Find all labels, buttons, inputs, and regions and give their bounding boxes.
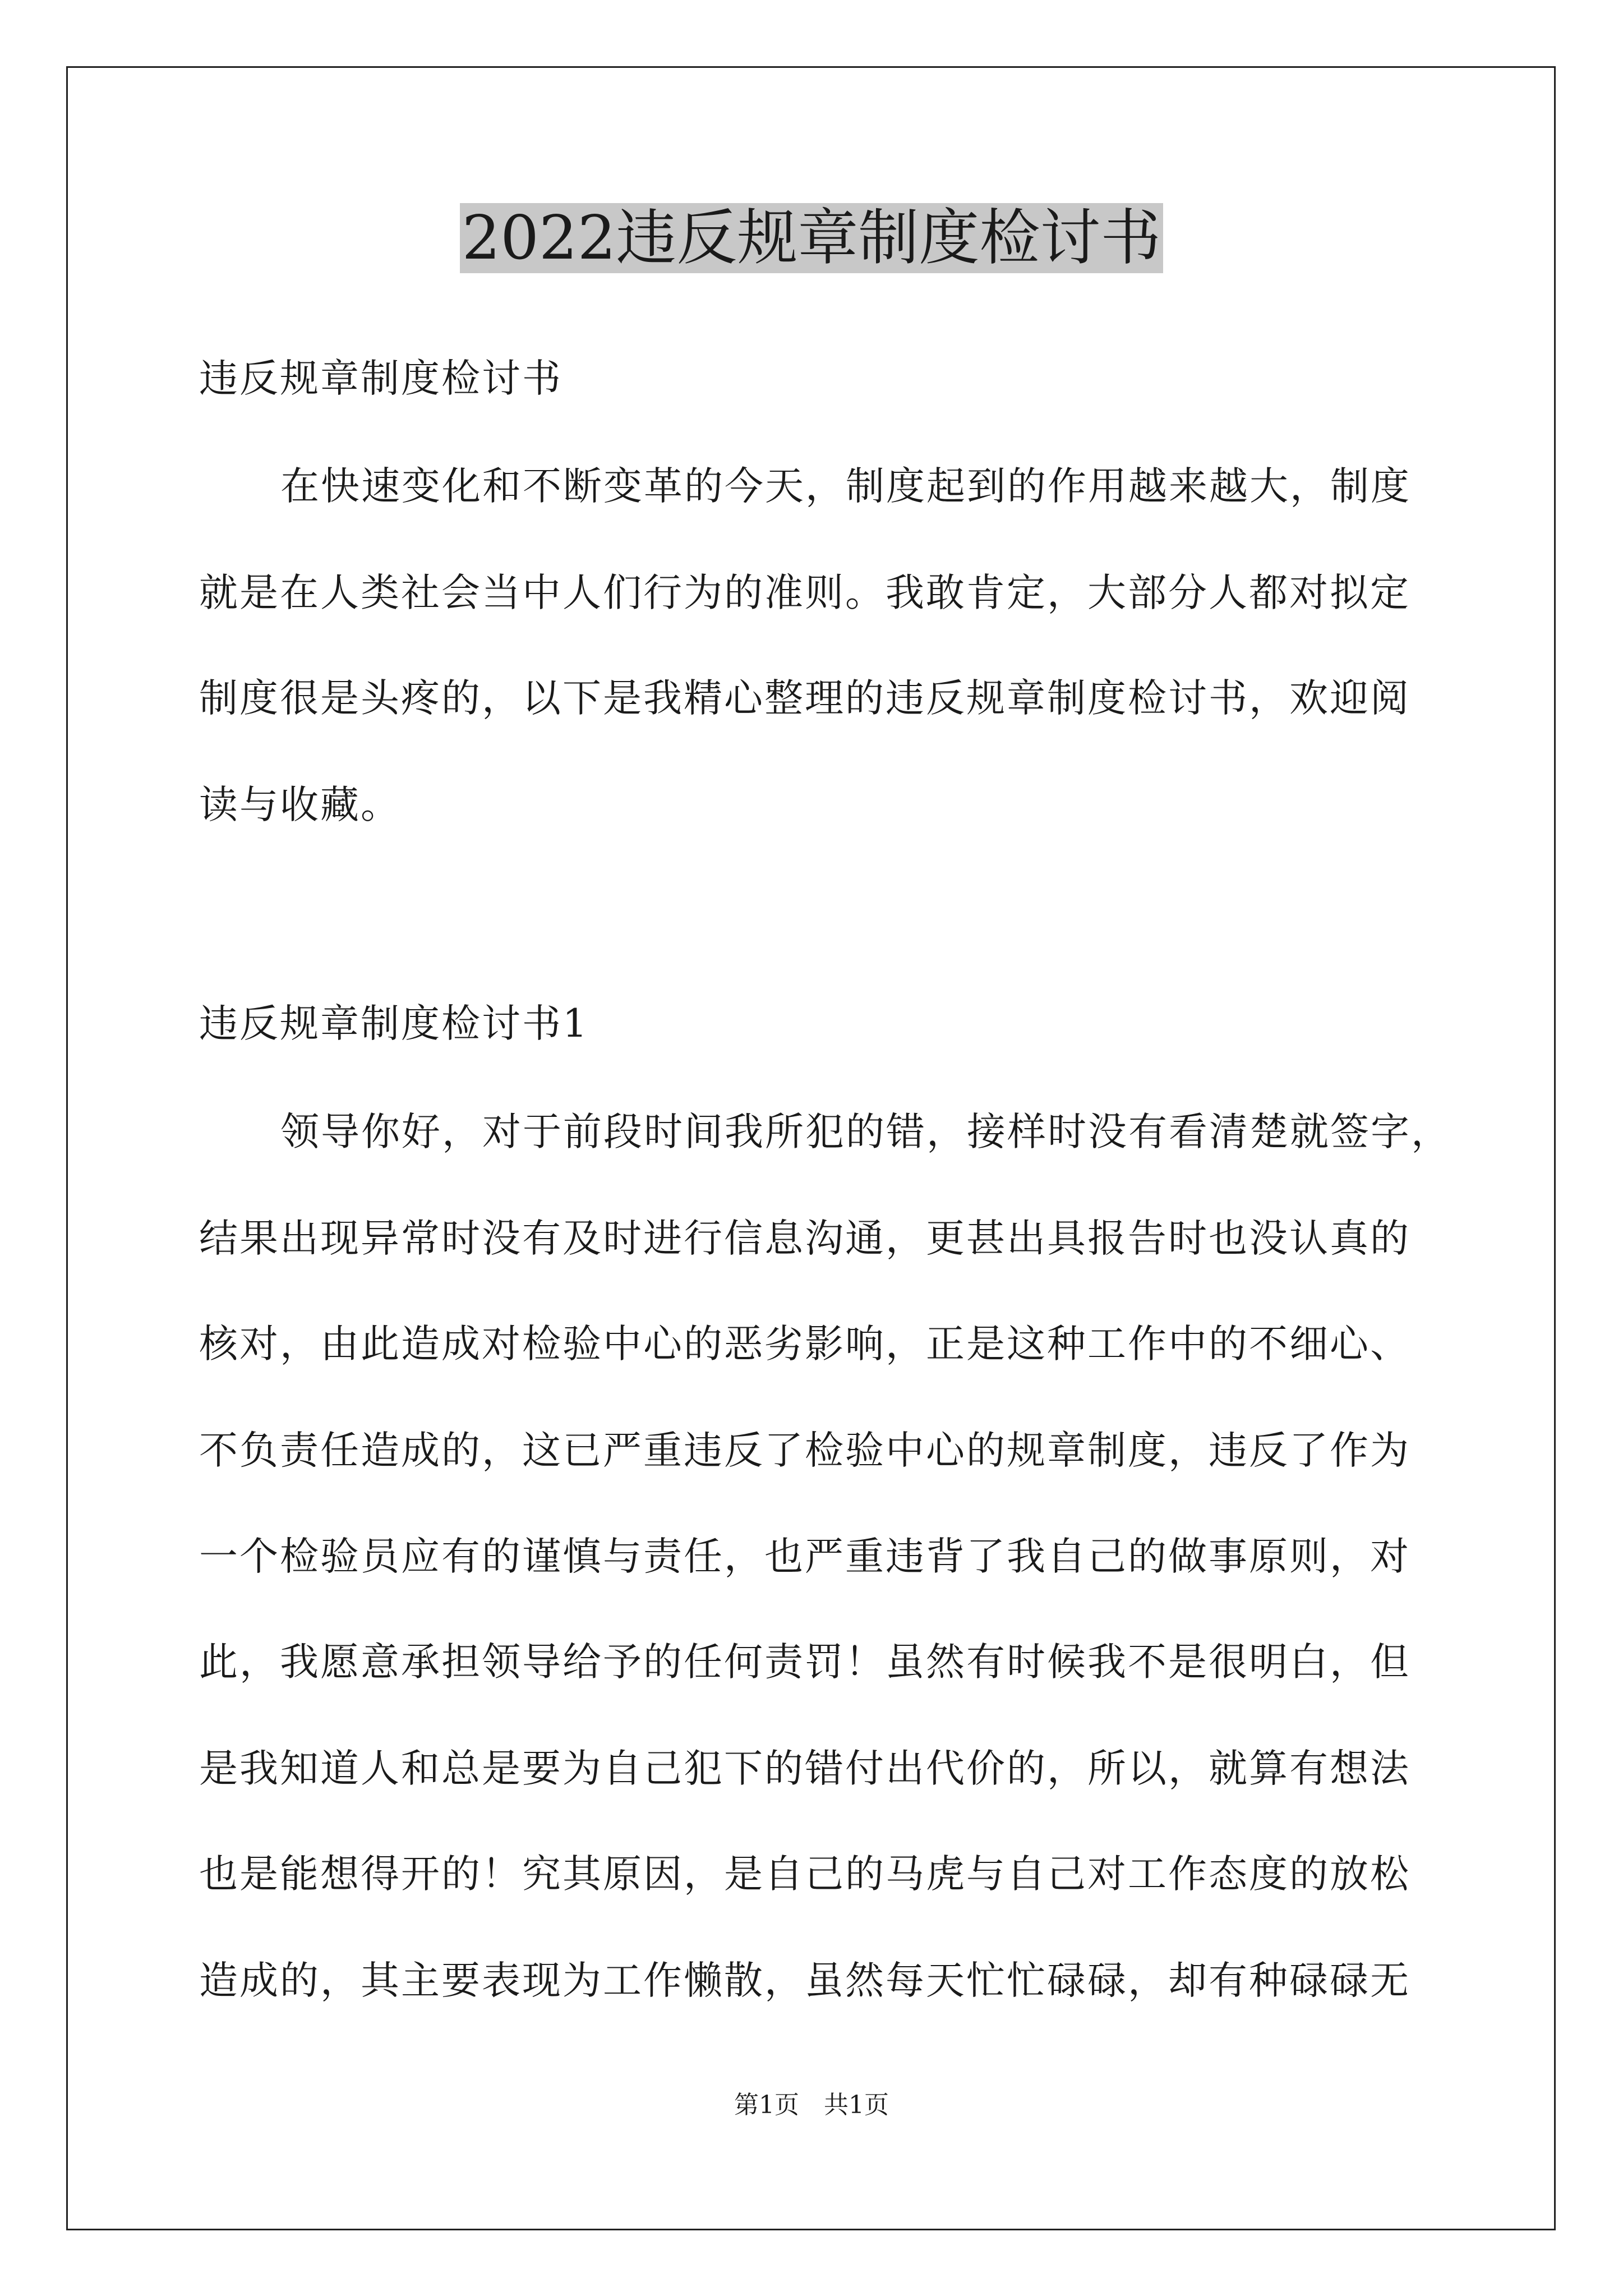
intro-line: 在快速变化和不断变革的今天，制度起到的作用越来越大，制度 xyxy=(280,464,1411,509)
body-line: 也是能想得开的！究其原因，是自己的马虎与自己对工作态度的放松 xyxy=(199,1852,1410,1897)
body-line: 结果出现异常时没有及时进行信息沟通，更甚出具报告时也没认真的 xyxy=(199,1216,1410,1261)
body-line: 一个检验员应有的谨慎与责任，也严重违背了我自己的做事原则，对 xyxy=(199,1534,1410,1579)
body-line: 核对，由此造成对检验中心的恶劣影响，正是这种工作中的不细心、 xyxy=(199,1322,1410,1366)
body-line: 是我知道人和总是要为自己犯下的错付出代价的，所以，就算有想法 xyxy=(199,1746,1410,1791)
section-heading: 违反规章制度检讨书1 xyxy=(199,1001,589,1046)
body-line: 领导你好，对于前段时间我所犯的错，接样时没有看清楚就签字， xyxy=(280,1110,1451,1154)
body-line: 造成的，其主要表现为工作懒散，虽然每天忙忙碌碌，却有种碌碌无 xyxy=(199,1958,1410,2003)
body-line: 此，我愿意承担领导给予的任何责罚！虽然有时候我不是很明白，但 xyxy=(199,1640,1410,1685)
intro-line: 制度很是头疼的，以下是我精心整理的违反规章制度检讨书，欢迎阅 xyxy=(199,676,1410,721)
intro-line: 就是在人类社会当中人们行为的准则。我敢肯定，大部分人都对拟定 xyxy=(199,570,1410,615)
subtitle: 违反规章制度检讨书 xyxy=(199,356,562,401)
document-title: 2022违反规章制度检讨书 xyxy=(0,199,1623,278)
page-number-footer: 第1页 共1页 xyxy=(734,2091,889,2119)
intro-line: 读与收藏。 xyxy=(199,783,401,827)
body-line: 不负责任造成的，这已严重违反了检验中心的规章制度，违反了作为 xyxy=(199,1428,1410,1473)
